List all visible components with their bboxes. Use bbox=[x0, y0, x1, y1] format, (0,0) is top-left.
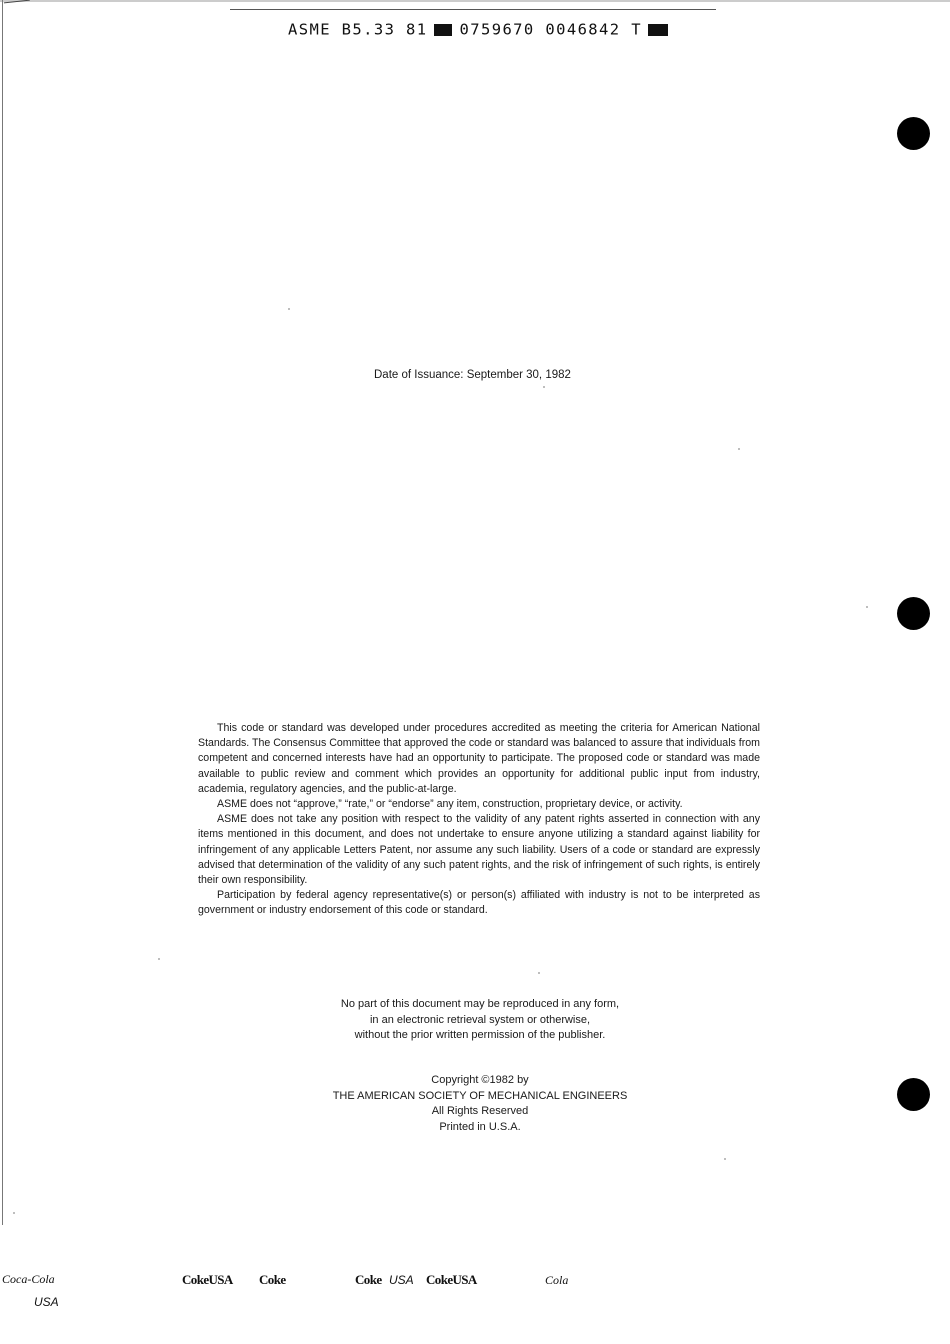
footer-mark-cokeusa: CokeUSA bbox=[182, 1272, 233, 1287]
scan-speck bbox=[866, 606, 868, 608]
footer-mark-coke: Coke bbox=[259, 1272, 286, 1287]
scan-speck bbox=[13, 1212, 15, 1214]
footer-mark-cola: Cola bbox=[545, 1273, 569, 1287]
document-code-part-1: ASME B5.33 81 bbox=[288, 20, 428, 39]
printed-location: Printed in U.S.A. bbox=[439, 1120, 521, 1133]
document-code-header bbox=[288, 20, 718, 42]
footer-mark-usa: USA bbox=[389, 1273, 414, 1287]
notice-line: without the prior written permission of the publisher. bbox=[354, 1029, 606, 1042]
punch-hole-icon bbox=[897, 117, 930, 150]
publisher-name: THE AMERICAN SOCIETY OF MECHANICAL ENGINEERS bbox=[332, 1089, 628, 1102]
scan-speck bbox=[543, 386, 545, 388]
accreditation-paragraph: This code or standard was developed under procedures accredited as meeting the criteria for American National Standards. The Consensus Committee that approved the code or standard was balanced to assure that individuals from competent and concerned interests have had an opportunity to participate. The proposed code or standard was made available to public review and comment which provides an opportunity for additional public input from industry, academia, regulatory agencies, and the public-at-large. bbox=[198, 722, 760, 795]
header-rule bbox=[230, 9, 716, 10]
scan-corner-mark bbox=[4, 0, 30, 6]
scan-speck bbox=[158, 958, 160, 960]
punch-hole-icon bbox=[897, 597, 930, 630]
copyright-block bbox=[280, 1073, 680, 1135]
page-left-edge bbox=[2, 0, 3, 1225]
copyright-line: Copyright ©1982 by bbox=[431, 1074, 529, 1086]
participation-paragraph: Participation by federal agency representative(s) or person(s) affiliated with industry is not to be interpreted as government or industry endorsement of this code or standard. bbox=[198, 889, 760, 917]
document-code-part-2: 0759670 0046842 T bbox=[459, 20, 642, 39]
rights-reserved: All Rights Reserved bbox=[431, 1105, 529, 1118]
endorsement-paragraph: ASME does not “approve,” “rate,” or “endorse” any item, construction, proprietary device, or activity. bbox=[217, 798, 683, 811]
punch-hole-icon bbox=[897, 1078, 930, 1111]
footer-mark-coke: Coke bbox=[355, 1272, 382, 1287]
scan-speck bbox=[538, 972, 540, 974]
legal-body-text bbox=[198, 721, 760, 919]
date-of-issuance: Date of Issuance: September 30, 1982 bbox=[374, 369, 571, 381]
redaction-block-icon bbox=[648, 24, 668, 36]
scan-speck bbox=[724, 1158, 726, 1160]
footer-mark-usa: USA bbox=[34, 1295, 59, 1309]
footer-mark-coca-cola: Coca-Cola bbox=[2, 1272, 55, 1286]
notice-line: in an electronic retrieval system or otherwise, bbox=[369, 1013, 591, 1026]
footer-mark-cokeusa: CokeUSA bbox=[426, 1272, 477, 1287]
scan-speck bbox=[288, 308, 290, 310]
patent-paragraph: ASME does not take any position with respect to the validity of any patent rights asserted in connection with any items mentioned in this document, and does not undertake to ensure anyone utilizing a standard against liability for infringement of any applicable Letters Patent, nor assume any such liability. Users of a code or standard are expressly advised that determination of the validity of any such patent rights, and the risk of infringement of such rights, is entirely their own responsibility. bbox=[198, 813, 760, 887]
page-top-edge bbox=[0, 0, 950, 2]
redaction-block-icon bbox=[434, 24, 452, 36]
notice-line: No part of this document may be reproduced in any form, bbox=[340, 998, 620, 1010]
reproduction-notice bbox=[280, 997, 680, 1044]
scan-speck bbox=[738, 448, 740, 450]
